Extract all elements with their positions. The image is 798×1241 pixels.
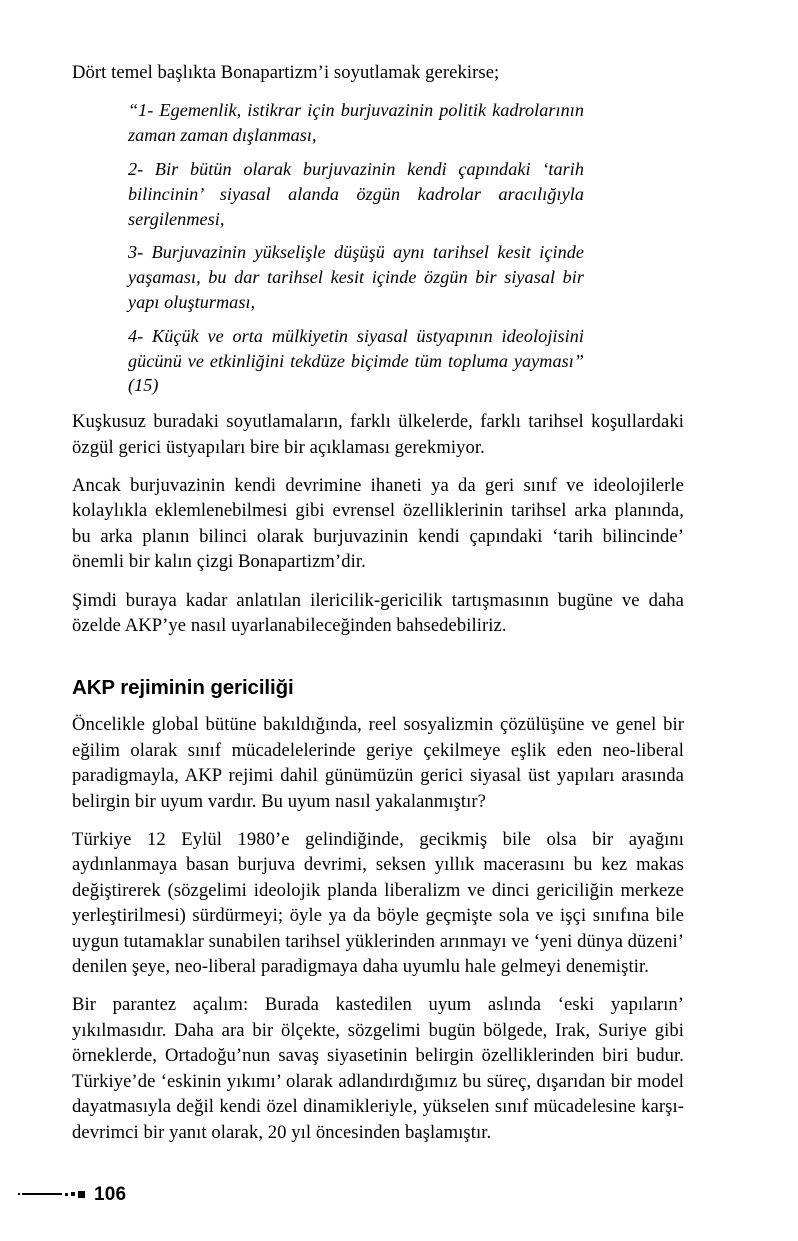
paragraph-ancak: Ancak burjuvazinin kendi devrimine ihaneti ya da geri sınıf ve ideolojilerle kolaylıkla eklemlenebilmesi gibi evrensel özelliklerinin tarihsel arka planında, bu arka planın bilinci olarak burjuvazinin kendi çapındaki ‘tarih bilincinde’ önemli bir kalın çizgi Bonapartizm’dir. [72,474,684,573]
text-column [72,60,684,1145]
ornament-square-large [78,1191,85,1198]
page-number: 106 [94,1183,127,1205]
page-footer [18,1183,126,1205]
paragraph-bir-parantez: Bir parantez açalım: Burada kastedilen uyum aslında ‘eski yapıların’ yıkılmasıdır. Daha ara bir ölçekte, sözgelimi bugün bölgede, Irak, Suriye gibi örneklerde, Ortadoğu’nun savaş siyasetinin belirgin özelliklerinden biri budur. Türkiye’de ‘eskinin yıkımı’ olarak adlandırdığımız bu süreç, dışarıdan bir model dayatmasıyla değil kendi özel dinamikleriyle, yükselen sınıf mücadelesine karşı-devrimci bir yanıt olarak, 20 yıl öncesinden başlamıştır. [72,994,684,1143]
blockquote-item-3: 3- Burjuvazinin yükselişle düşüşü aynı tarihsel kesit içinde yaşaması, bu dar tarihsel kesit içinde özgün bir siyasal bir yapı oluşturması, [128,242,584,312]
paragraph-kuskusuz: Kuşkusuz buradaki soyutlamaların, farklı ülkelerde, farklı tarihsel koşullardaki özgül gerici üstyapıları bire bir açıklaması gerekmiyor. [72,411,684,458]
blockquote [72,98,684,398]
intro-paragraph: Dört temel başlıkta Bonapartizm’i soyutlamak gerekirse; [72,62,500,83]
ornament-square-medium [71,1192,75,1196]
blockquote-item-4: 4- Küçük ve orta mülkiyetin siyasal üstyapının ideolojisini gücünü ve etkinliğini tekdüze biçimde tüm topluma yayması” (15) [128,325,584,396]
ornament-square-small [65,1193,68,1196]
blockquote-item-2: 2- Bir bütün olarak burjuvazinin kendi çapındaki ‘tarih bilincinin’ siyasal alanda özgün kadrolar aracılığıyla sergilenmesi, [128,159,584,229]
paragraph-turkiye: Türkiye 12 Eylül 1980’e gelindiğinde, gecikmiş bile olsa bir ayağını aydınlanmaya basan burjuva devrimi, seksen yıllık macerasını bu kez makas değiştirerek (sözgelimi ideolojik planda liberalizm ve dinci gericiliğin merkeze yerleştirilmesi) sürdürmeyi; öyle ya da böyle geçmişte sola ve işçi sınıfına bile uygun tutamaklar sunabilen tarihsel yüklerinden arınmayı ve ‘yeni dünya düzeni’ denilen şeye, neo-liberal paradigmaya daha uyumlu hale gelmeyi denemiştir. [72,829,684,978]
paragraph-oncelikle: Öncelikle global bütüne bakıldığında, reel sosyalizmin çözülüşüne ve genel bir eğilim olarak sınıf mücadelelerinde geriye çekilmeye eşlik eden neo-liberal paradigmayla, AKP rejimi dahil günümüzün gerici siyasal üst yapıları arasında belirgin bir uyum vardır. Bu uyum nasıl yakalanmıştır? [72,714,684,812]
blockquote-item-1: “1- Egemenlik, istikrar için burjuvazinin politik kadrolarının zaman zaman dışlanması, [128,100,584,146]
ornament-dot [18,1193,20,1195]
footer-ornament-icon [18,1188,85,1200]
paragraph-simdi: Şimdi buraya kadar anlatılan ilericilik-gericilik tartışmasının bugüne ve daha özelde AKP’ye nasıl uyarlanabileceğinden bahsedebiliriz. [72,589,684,637]
section-heading: AKP rejiminin gericiliği [72,676,294,700]
ornament-rule [22,1193,62,1196]
